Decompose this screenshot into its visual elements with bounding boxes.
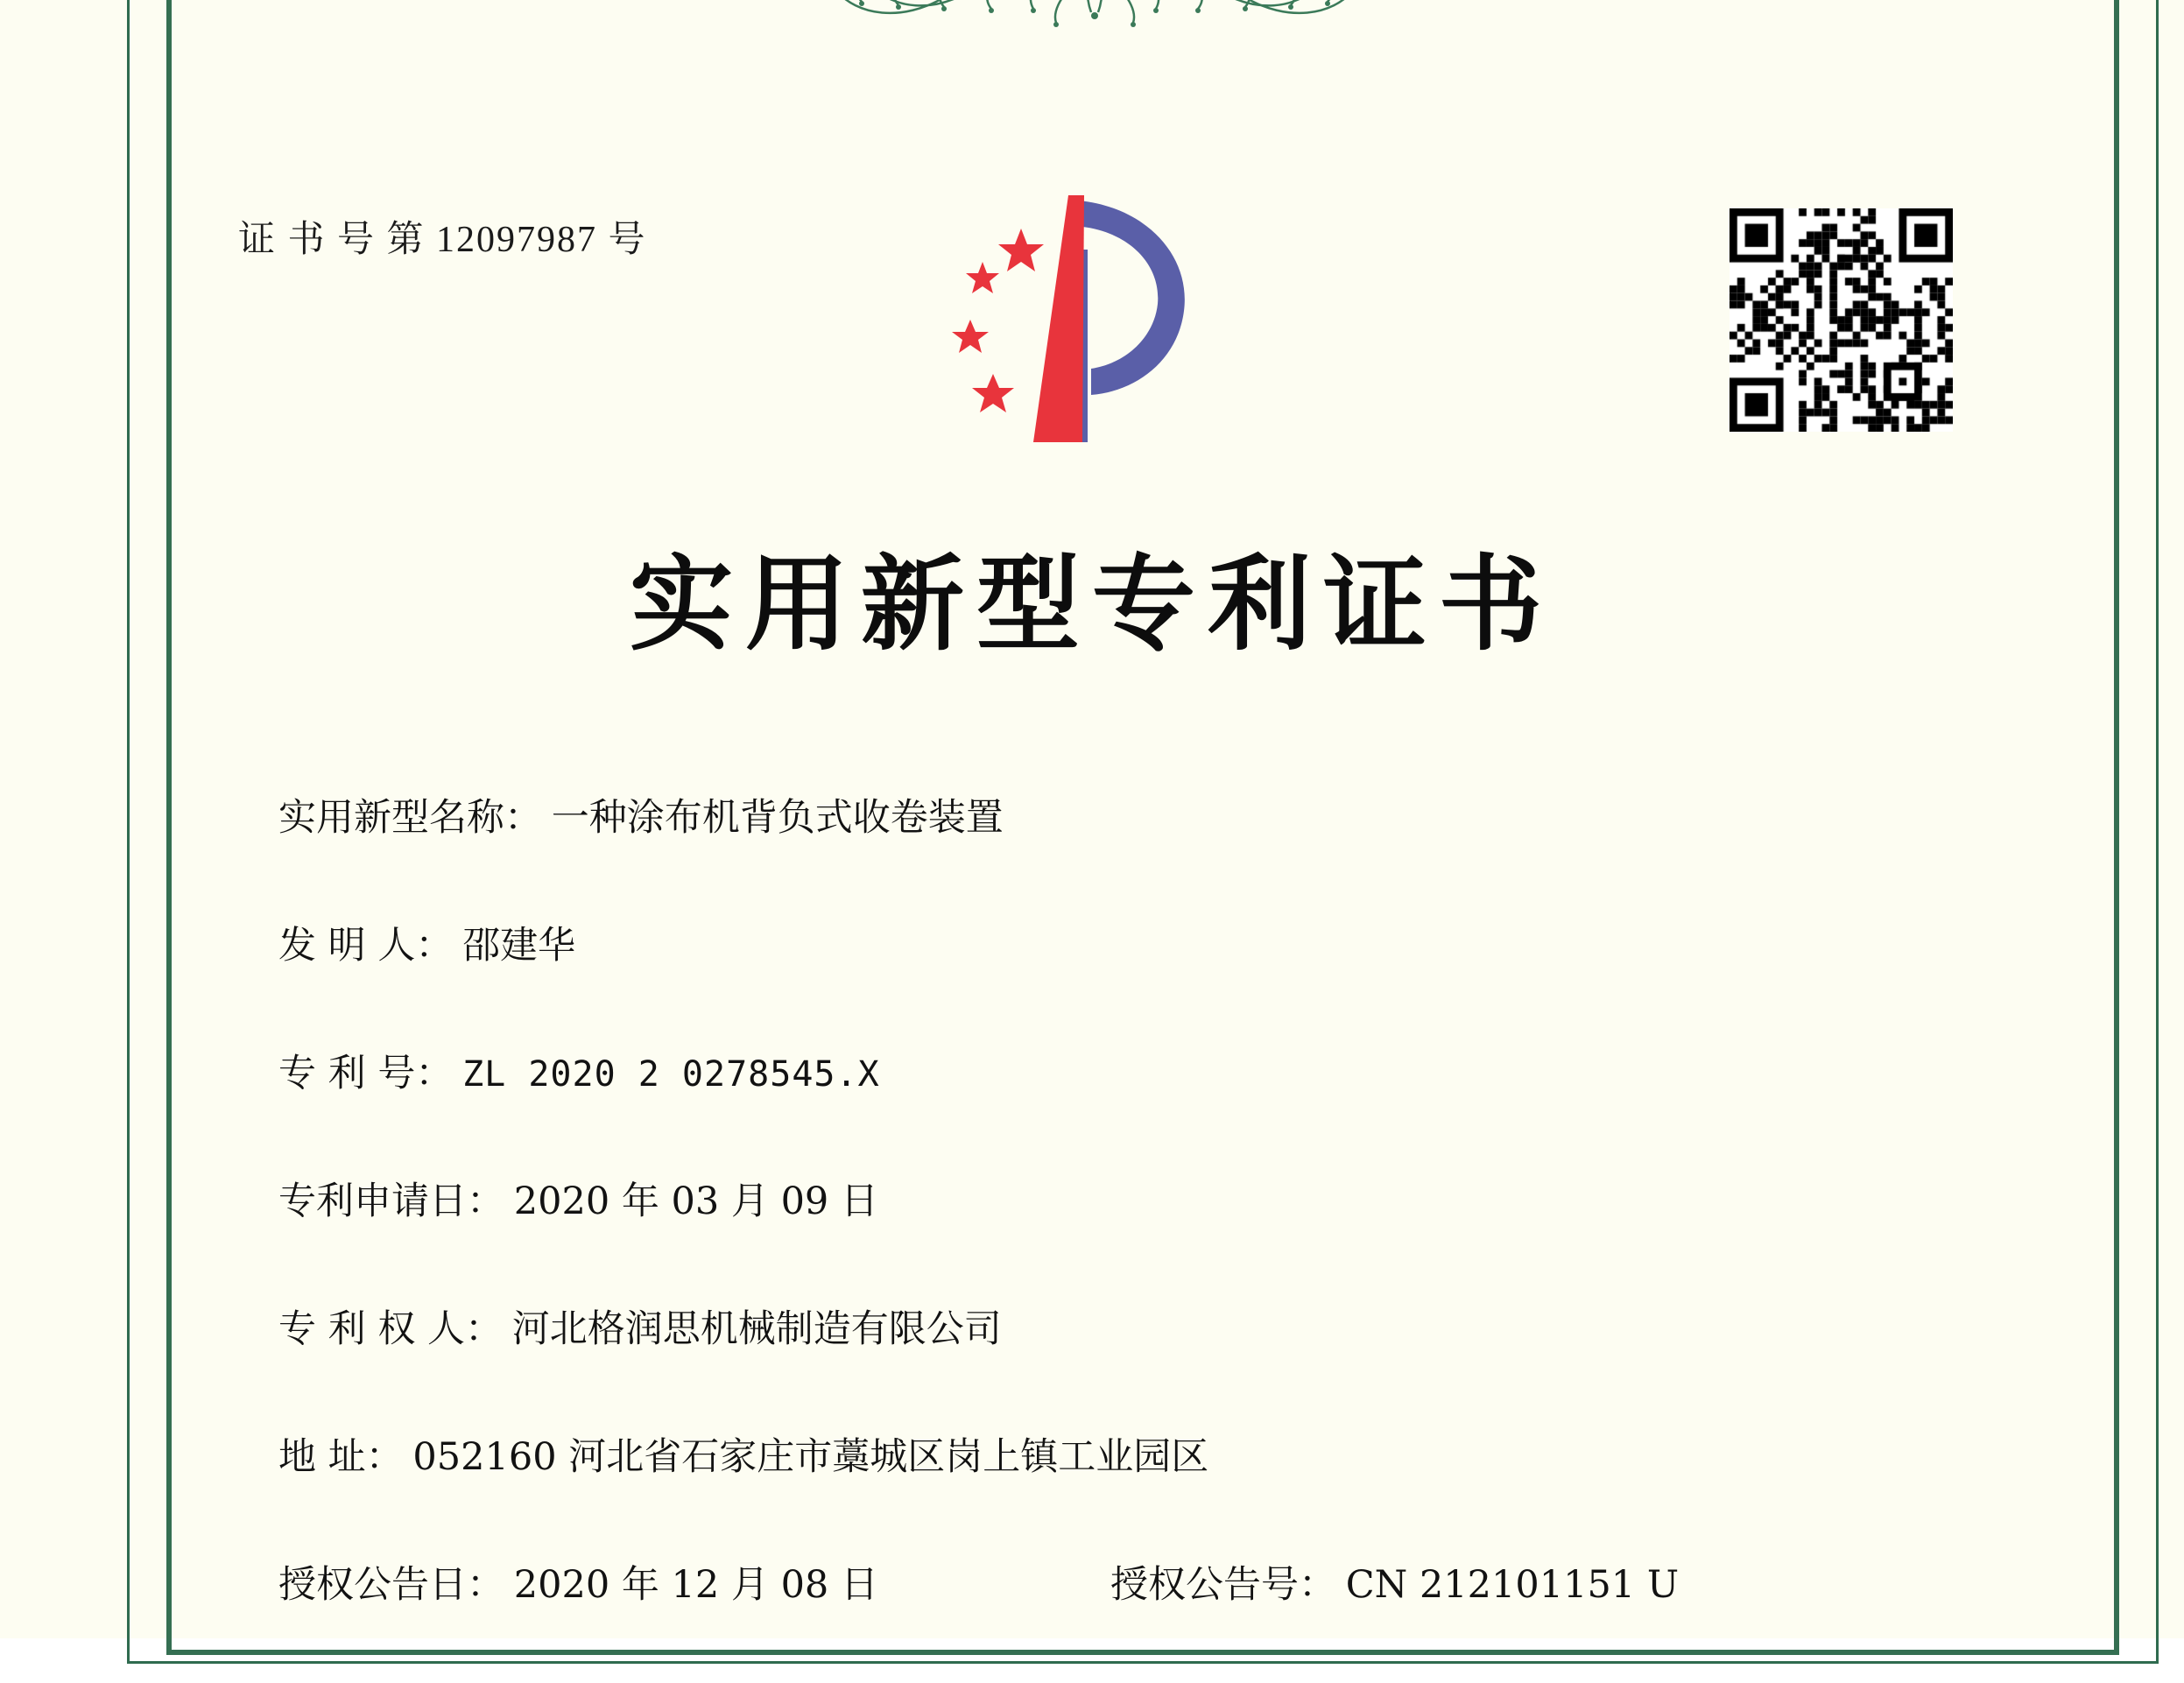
field-row-application-date <box>278 1172 2030 1299</box>
grant-number-group <box>1110 1555 1679 1683</box>
field-value-application-date: 2020 年 03 月 09 日 <box>513 1180 878 1223</box>
field-value-address: 052160 河北省石家庄市藁城区岗上镇工业园区 <box>412 1435 1209 1479</box>
field-value-inventor: 邵建华 <box>462 924 576 968</box>
field-list <box>278 788 2030 1683</box>
field-label-patent-number: 专 利 号： <box>278 1052 454 1095</box>
page-title: 实用新型专利证书 <box>629 543 1554 665</box>
field-value-grant-date: 2020 年 12 月 08 日 <box>513 1563 878 1607</box>
field-row-patentee <box>278 1299 2030 1427</box>
field-value-patent-number: ZL 2020 2 0278545.X <box>462 1054 880 1095</box>
cnipa-emblem-icon <box>928 188 1217 451</box>
field-label-grant-date: 授权公告日： <box>278 1563 504 1607</box>
field-label-patentee: 专 利 权 人： <box>278 1307 504 1351</box>
field-label-inventor: 发 明 人： <box>278 924 454 968</box>
field-label-application-date: 专利申请日： <box>278 1180 504 1223</box>
qr-code <box>1730 208 1953 432</box>
grant-date-group <box>278 1555 1110 1683</box>
field-value-name: 一种涂布机背负式收卷装置 <box>551 796 1004 840</box>
certificate-number: 证 书 号 第 12097987 号 <box>238 220 647 260</box>
field-label-grant-number: 授权公告号： <box>1110 1563 1336 1607</box>
field-row-address <box>278 1427 2030 1555</box>
field-value-grant-number: CN 212101151 U <box>1345 1563 1680 1607</box>
field-row-patent-number <box>278 1044 2030 1172</box>
field-row-name <box>278 788 2030 916</box>
field-row-grant <box>278 1555 2030 1683</box>
field-value-patentee: 河北格润思机械制造有限公司 <box>511 1307 1002 1351</box>
ornamental-flourish <box>744 0 1445 79</box>
field-label-address: 地 址： <box>278 1435 404 1479</box>
field-row-inventor <box>278 916 2030 1044</box>
field-label-name: 实用新型名称： <box>278 796 542 840</box>
